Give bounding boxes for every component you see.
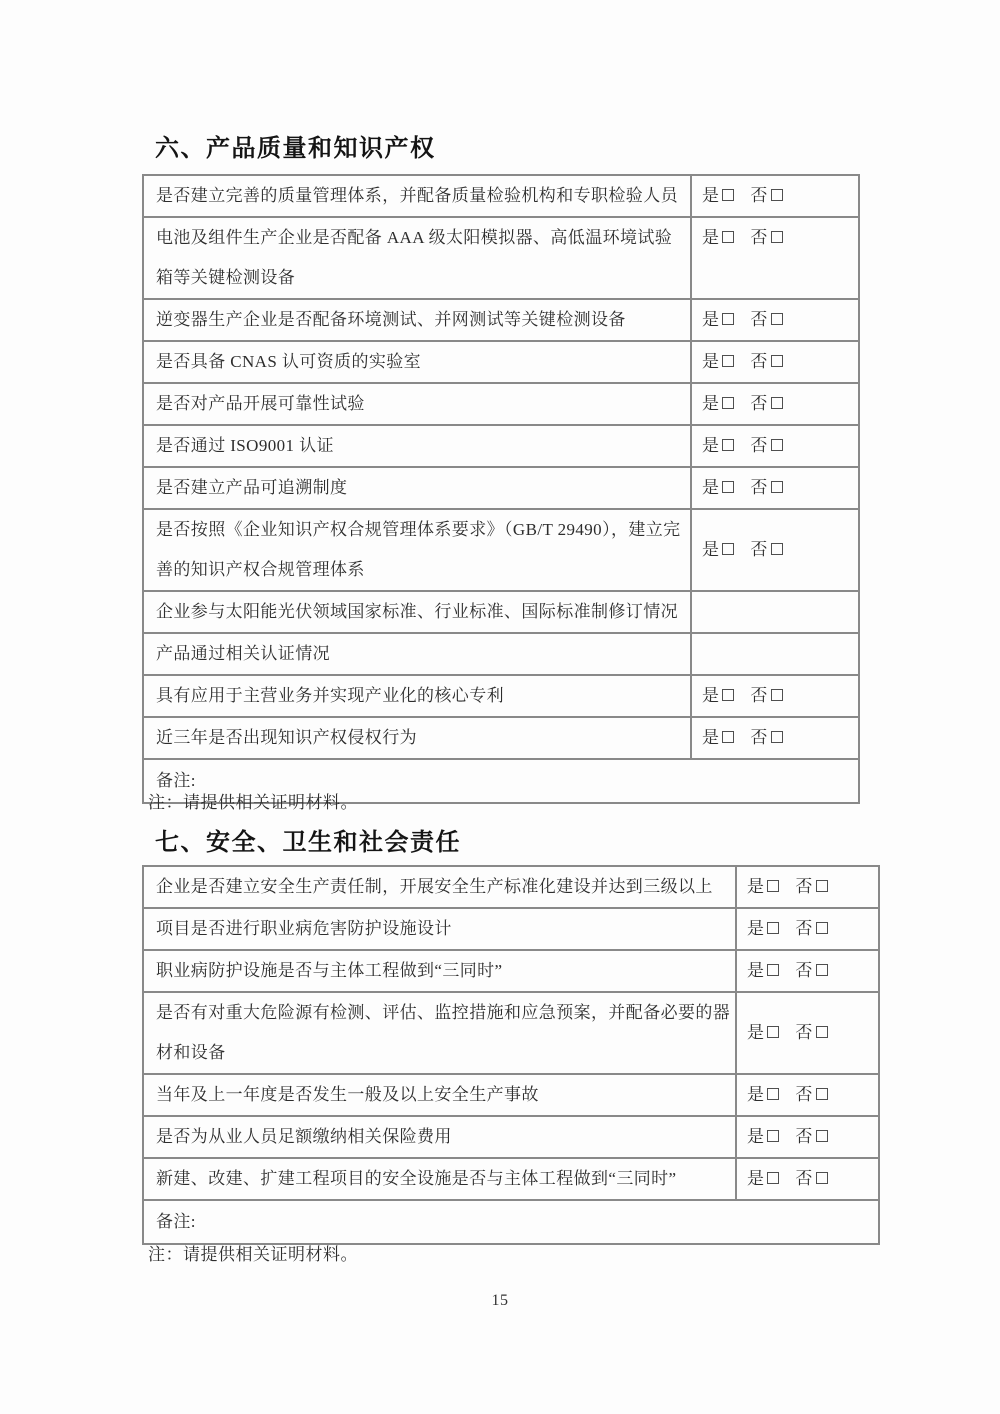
yes-checkbox[interactable]: [722, 313, 734, 325]
no-option: [795, 909, 827, 949]
table-row: [143, 950, 879, 992]
no-option: [795, 1117, 827, 1157]
no-checkbox[interactable]: [816, 1130, 828, 1142]
answer-cell: [691, 675, 859, 717]
answer-cell: [691, 217, 859, 299]
answer-cell: [736, 1158, 879, 1200]
no-label: 否: [750, 352, 768, 371]
table-row: [143, 467, 859, 509]
yes-label: 是: [702, 352, 720, 371]
no-checkbox[interactable]: [771, 439, 783, 451]
yes-label: 是: [747, 1127, 765, 1146]
yes-checkbox[interactable]: [722, 397, 734, 409]
no-option: [750, 426, 782, 466]
yes-label: 是: [702, 228, 720, 247]
no-option: [750, 468, 782, 508]
no-label: 否: [750, 186, 768, 205]
no-label: 否: [795, 1023, 813, 1042]
table-row: [143, 509, 859, 591]
no-checkbox[interactable]: [771, 231, 783, 243]
question-cell: 是否具备 CNAS 认可资质的实验室: [143, 341, 691, 383]
table-row: [143, 992, 879, 1074]
table-row: [143, 908, 879, 950]
yes-label: 是: [702, 436, 720, 455]
no-label: 否: [795, 961, 813, 980]
answer-cell: [691, 383, 859, 425]
table-row: [143, 1116, 879, 1158]
quality-ip-table: [142, 174, 860, 804]
note-provide-materials-1: 注：请提供相关证明材料。: [148, 793, 358, 812]
answer-cell: [691, 509, 859, 591]
yes-checkbox[interactable]: [722, 481, 734, 493]
answer-cell: [736, 1074, 879, 1116]
answer-cell: [691, 299, 859, 341]
no-option: [750, 176, 782, 216]
table-row: [143, 1200, 879, 1244]
no-checkbox[interactable]: [771, 481, 783, 493]
question-cell: 是否通过 ISO9001 认证: [143, 425, 691, 467]
yes-option: [747, 1117, 779, 1157]
answer-cell: [691, 341, 859, 383]
yes-option: [747, 951, 779, 991]
no-checkbox[interactable]: [771, 189, 783, 201]
no-checkbox[interactable]: [771, 355, 783, 367]
no-checkbox[interactable]: [771, 731, 783, 743]
question-cell: 企业是否建立安全生产责任制，开展安全生产标准化建设并达到三级以上: [143, 866, 736, 908]
yes-label: 是: [702, 478, 720, 497]
table-row: [143, 717, 859, 759]
question-cell: 是否有对重大危险源有检测、评估、监控措施和应急预案，并配备必要的器材和设备: [143, 992, 736, 1074]
yes-option: [747, 909, 779, 949]
yes-option: [702, 300, 734, 340]
no-label: 否: [795, 877, 813, 896]
table-row: [143, 591, 859, 633]
page-number: 15: [491, 1292, 509, 1309]
yes-label: 是: [747, 877, 765, 896]
yes-option: [702, 384, 734, 424]
yes-checkbox[interactable]: [767, 1088, 779, 1100]
table-row: [143, 299, 859, 341]
no-label: 否: [795, 919, 813, 938]
yes-label: 是: [747, 961, 765, 980]
yes-checkbox[interactable]: [767, 1172, 779, 1184]
answer-cell: [691, 591, 859, 633]
no-label: 否: [750, 540, 768, 559]
answer-cell: [691, 425, 859, 467]
no-option: [795, 951, 827, 991]
table-row: [143, 633, 859, 675]
no-label: 否: [750, 728, 768, 747]
question-cell: 项目是否进行职业病危害防护设施设计: [143, 908, 736, 950]
yes-option: [702, 530, 734, 570]
table-row: [143, 175, 859, 217]
answer-cell: [736, 950, 879, 992]
table-row: [143, 1158, 879, 1200]
yes-checkbox[interactable]: [722, 439, 734, 451]
question-cell: 是否对产品开展可靠性试验: [143, 383, 691, 425]
yes-label: 是: [702, 540, 720, 559]
yes-checkbox[interactable]: [722, 689, 734, 701]
table-row: [143, 866, 879, 908]
yes-checkbox[interactable]: [722, 189, 734, 201]
yes-checkbox[interactable]: [767, 1130, 779, 1142]
yes-checkbox[interactable]: [722, 731, 734, 743]
question-cell: 是否建立完善的质量管理体系，并配备质量检验机构和专职检验人员: [143, 175, 691, 217]
question-cell: 是否按照《企业知识产权合规管理体系要求》（GB/T 29490），建立完善的知识产权合规管理体系: [143, 509, 691, 591]
yes-label: 是: [747, 1169, 765, 1188]
no-checkbox[interactable]: [816, 1172, 828, 1184]
yes-option: [702, 718, 734, 758]
answer-cell: [691, 175, 859, 217]
question-cell: 当年及上一年度是否发生一般及以上安全生产事故: [143, 1074, 736, 1116]
yes-label: 是: [747, 919, 765, 938]
no-checkbox[interactable]: [771, 689, 783, 701]
no-checkbox[interactable]: [816, 880, 828, 892]
no-label: 否: [750, 310, 768, 329]
no-label: 否: [750, 686, 768, 705]
no-checkbox[interactable]: [816, 1026, 828, 1038]
yes-option: [747, 1159, 779, 1199]
no-checkbox[interactable]: [816, 1088, 828, 1100]
no-option: [750, 384, 782, 424]
answer-cell: [691, 633, 859, 675]
yes-checkbox[interactable]: [767, 964, 779, 976]
no-option: [750, 718, 782, 758]
yes-option: [702, 676, 734, 716]
remark-cell: 备注:: [143, 759, 859, 803]
note-provide-materials-2: 注：请提供相关证明材料。: [148, 1245, 358, 1264]
no-option: [750, 676, 782, 716]
no-option: [750, 218, 782, 258]
no-option: [795, 867, 827, 907]
safety-health-table: [142, 865, 880, 1245]
no-checkbox[interactable]: [771, 397, 783, 409]
question-cell: 产品通过相关认证情况: [143, 633, 691, 675]
question-cell: 具有应用于主营业务并实现产业化的核心专利: [143, 675, 691, 717]
no-option: [795, 1159, 827, 1199]
yes-option: [702, 342, 734, 382]
table-row: [143, 1074, 879, 1116]
answer-cell: [736, 992, 879, 1074]
yes-label: 是: [702, 728, 720, 747]
yes-checkbox[interactable]: [767, 1026, 779, 1038]
yes-option: [747, 1075, 779, 1115]
yes-checkbox[interactable]: [767, 922, 779, 934]
yes-option: [747, 867, 779, 907]
answer-cell: [736, 1116, 879, 1158]
no-label: 否: [795, 1169, 813, 1188]
yes-checkbox[interactable]: [767, 880, 779, 892]
question-cell: 是否为从业人员足额缴纳相关保险费用: [143, 1116, 736, 1158]
no-option: [750, 342, 782, 382]
yes-label: 是: [702, 186, 720, 205]
table-row: [143, 217, 859, 299]
yes-checkbox[interactable]: [722, 543, 734, 555]
no-label: 否: [750, 478, 768, 497]
answer-cell: [691, 717, 859, 759]
no-checkbox[interactable]: [816, 964, 828, 976]
no-label: 否: [795, 1127, 813, 1146]
yes-checkbox[interactable]: [722, 231, 734, 243]
table-row: [143, 675, 859, 717]
answer-cell: [736, 866, 879, 908]
no-label: 否: [750, 228, 768, 247]
no-option: [795, 1013, 827, 1053]
yes-label: 是: [702, 394, 720, 413]
no-checkbox[interactable]: [816, 922, 828, 934]
no-option: [750, 300, 782, 340]
table-row: [143, 341, 859, 383]
yes-option: [702, 176, 734, 216]
question-cell: 近三年是否出现知识产权侵权行为: [143, 717, 691, 759]
remark-cell: 备注:: [143, 1200, 879, 1244]
yes-option: [702, 426, 734, 466]
no-option: [795, 1075, 827, 1115]
yes-option: [702, 468, 734, 508]
yes-label: 是: [747, 1085, 765, 1104]
question-cell: 是否建立产品可追溯制度: [143, 467, 691, 509]
yes-option: [747, 1013, 779, 1053]
section-quality-ip-title: 六、产品质量和知识产权: [155, 135, 436, 162]
question-cell: 职业病防护设施是否与主体工程做到“三同时”: [143, 950, 736, 992]
no-label: 否: [750, 394, 768, 413]
question-cell: 新建、改建、扩建工程项目的安全设施是否与主体工程做到“三同时”: [143, 1158, 736, 1200]
answer-cell: [691, 467, 859, 509]
yes-option: [702, 218, 734, 258]
no-checkbox[interactable]: [771, 543, 783, 555]
no-option: [750, 530, 782, 570]
yes-label: 是: [702, 686, 720, 705]
no-label: 否: [750, 436, 768, 455]
yes-label: 是: [747, 1023, 765, 1042]
question-cell: 逆变器生产企业是否配备环境测试、并网测试等关键检测设备: [143, 299, 691, 341]
no-checkbox[interactable]: [771, 313, 783, 325]
question-cell: 企业参与太阳能光伏领域国家标准、行业标准、国际标准制修订情况: [143, 591, 691, 633]
section-safety-health-title: 七、安全、卫生和社会责任: [155, 829, 461, 856]
table-row: [143, 383, 859, 425]
question-cell: 电池及组件生产企业是否配备 AAA 级太阳模拟器、高低温环境试验箱等关键检测设备: [143, 217, 691, 299]
no-label: 否: [795, 1085, 813, 1104]
answer-cell: [736, 908, 879, 950]
yes-checkbox[interactable]: [722, 355, 734, 367]
yes-label: 是: [702, 310, 720, 329]
table-row: [143, 425, 859, 467]
